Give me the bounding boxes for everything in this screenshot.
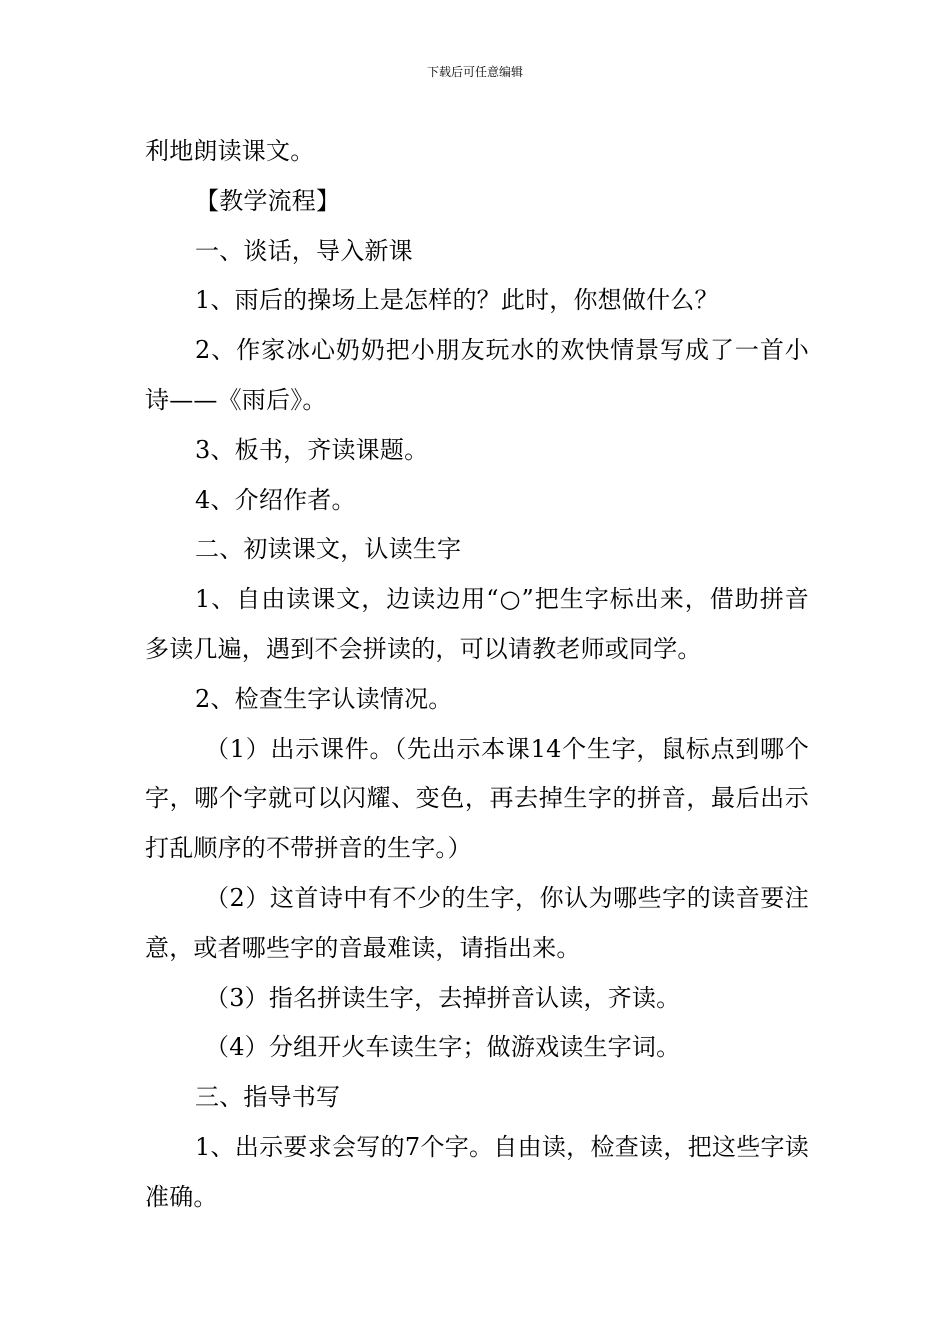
document-body: [145, 127, 809, 1223]
paragraph-item: 2、检查生字认读情况。: [195, 684, 453, 713]
section-heading-2: 二、初读课文，认读生字: [195, 535, 462, 564]
paragraph-item: 1、出示要求会写的7个字。自由读，检查读，把这些字读准确。: [145, 1132, 809, 1211]
page-header-note: 下载后可任意编辑: [426, 65, 523, 79]
paragraph-continuation: 利地朗读课文。: [145, 137, 315, 165]
paragraph-item: 1、雨后的操场上是怎样的？此时，你想做什么？: [195, 286, 719, 315]
section-heading-1: 一、谈话，导入新课: [195, 236, 413, 265]
section-heading-3: 三、指导书写: [195, 1083, 341, 1112]
section-heading-teaching-process: 【教学流程】: [195, 186, 341, 215]
paragraph-item: 2、作家冰心奶奶把小朋友玩水的欢快情景写成了一首小诗——《雨后》。: [145, 336, 809, 414]
paragraph-subitem: （1）出示课件。（先出示本课14个生字，鼠标点到哪个字，哪个字就可以闪耀、变色，再去掉生字的拼音，最后出示打乱顺序的不带拼音的生字。）: [145, 734, 809, 863]
paragraph-item: 3、板书，齐读课题。: [195, 435, 429, 464]
paragraph-subitem: （2）这首诗中有不少的生字，你认为哪些字的读音要注意，或者哪些字的音最难读，请指出来。: [145, 883, 809, 962]
paragraph-subitem: （3）指名拼读生字，去掉拼音认读，齐读。: [205, 983, 681, 1012]
paragraph-subitem: （4）分组开火车读生字；做游戏读生字词。: [205, 1033, 681, 1062]
paragraph-item: 4、介绍作者。: [195, 485, 356, 514]
paragraph-item: 1、自由读课文，边读边用“○”把生字标出来，借助拼音多读几遍，遇到不会拼读的，可以请教老师或同学。: [145, 585, 809, 663]
